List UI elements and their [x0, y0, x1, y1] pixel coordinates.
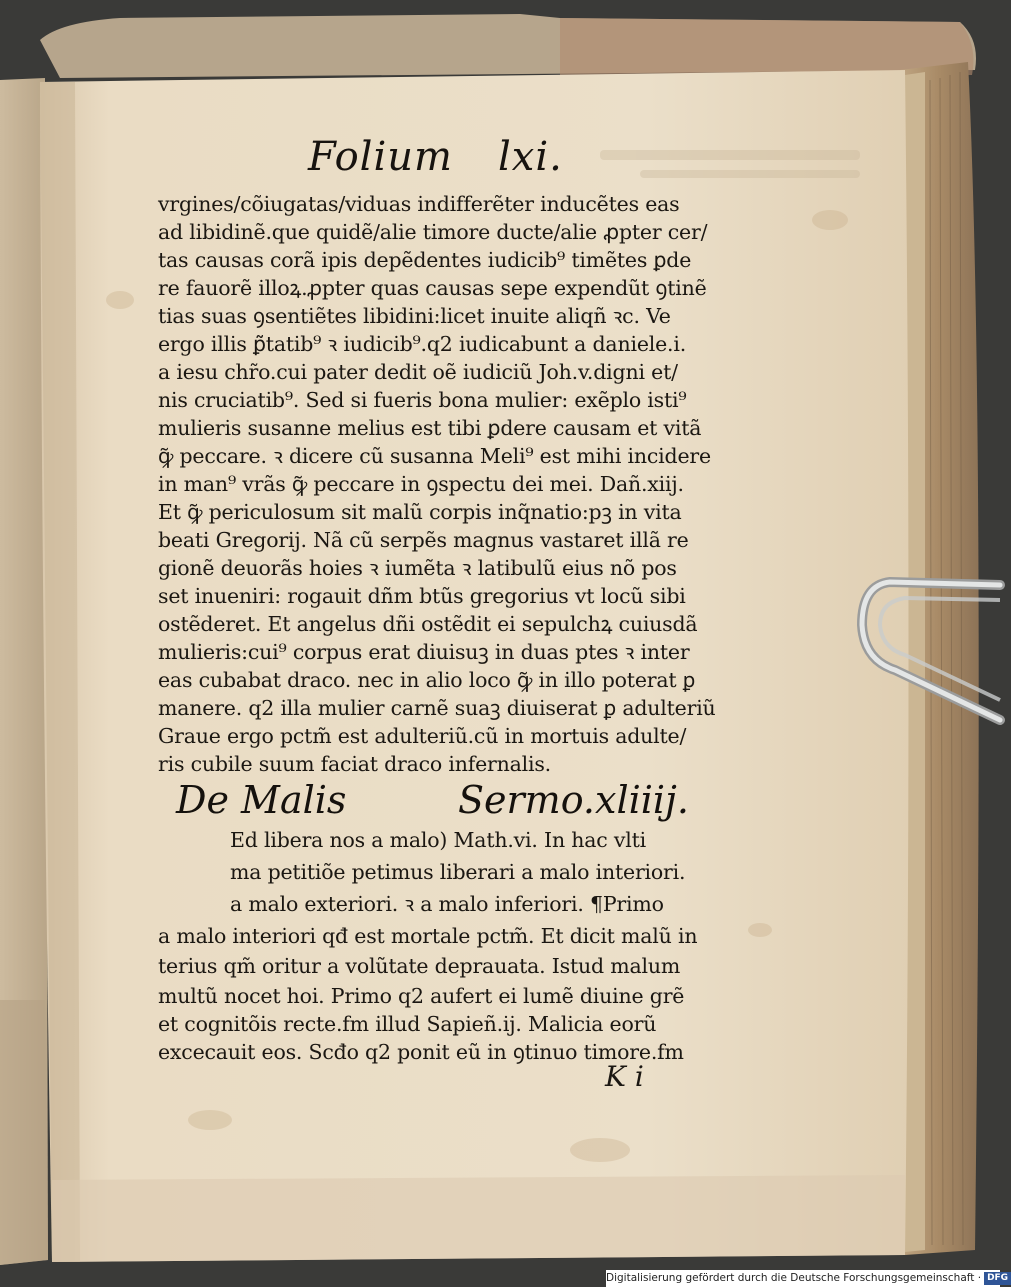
text-line: beati Gregorij. Nã cũ serpẽs magnus vastaret illã re: [158, 528, 689, 552]
text-line: mulieris:cui⁹ corpus erat diuisuꝫ in duas ptes ꝛ inter: [158, 640, 690, 664]
digitization-credit: [606, 1270, 1009, 1287]
text-line: et cognitõis recte.fm illud Sapieñ.ij. Malicia eorũ: [158, 1012, 657, 1036]
text-line: vrgines/cõiugatas/viduas indifferẽter inducẽtes eas: [158, 192, 680, 216]
credit-text: Digitalisierung gefördert durch die Deutsche Forschungsgemeinschaft ·: [606, 1272, 982, 1284]
text-line: eas cubabat draco. nec in alio loco ꝙ̃ in illo poterat ꝑ: [158, 668, 696, 692]
text-line: Et ꝙ̃ periculosum sit malũ corpis inq̃natio:pꝫ in vita: [158, 500, 682, 524]
text-line: Graue ergo pctm̃ est adulteriũ.cũ in mortuis adulte/: [158, 724, 687, 748]
section-title: De Malis: [176, 778, 347, 822]
text-line: manere. q2 illa mulier carnẽ suaꝫ diuiserat ꝑ adulteriũ: [158, 696, 716, 720]
text-line: a iesu chr̃o.cui pater dedit oẽ iudiciũ Joh.v.digni et/: [158, 360, 678, 384]
text-line: tias suas ꝯsentiẽtes libidini:licet inuite aliqñ ꝛc. Ve: [158, 304, 671, 328]
text-line: ergo illis ꝑ̃tatib⁹ ꝛ iudicib⁹.q2 iudicabunt a daniele.i.: [158, 332, 687, 356]
text-line: a malo interiori qđ est mortale pctm̃. Et dicit malũ in: [158, 924, 698, 948]
text-line: nis cruciatib⁹. Sed si fueris bona mulier: exẽplo isti⁹: [158, 388, 687, 412]
folio-header-title: Folium: [308, 134, 453, 180]
dfg-logo: DFG: [984, 1272, 1011, 1285]
text-line: re fauorẽ illoꝝ.ꝓpter quas causas sepe expendũt ꝯtinẽ: [158, 276, 707, 300]
text-line: excecauit eos. Scđo q2 ponit eũ in ꝯtinuo timore.fm: [158, 1040, 684, 1064]
text-line: terius qm̃ oritur a volũtate deprauata. Istud malum: [158, 954, 681, 978]
folio-header-number: lxi.: [498, 134, 563, 180]
text-line: a malo exteriori. ꝛ a malo inferiori. ¶Primo: [230, 892, 664, 916]
text-line: Ed libera nos a malo) Math.vi. In hac vlti: [230, 828, 647, 852]
text-line: tas causas corã ipis depẽdentes iudicib⁹ timẽtes ꝑde: [158, 248, 692, 272]
text-line: multũ nocet hoi. Primo q2 aufert ei lumẽ diuine grẽ: [158, 984, 685, 1008]
text-line: ma petitiõe petimus liberari a malo interiori.: [230, 860, 686, 884]
text-line: in man⁹ vrãs ꝙ̃ peccare in ꝯspectu dei mei. Dañ.xiij.: [158, 472, 684, 496]
text-line: ris cubile suum faciat draco infernalis.: [158, 752, 552, 776]
text-line: ostẽderet. Et angelus dñi ostẽdit ei sepulchꝝ cuiusdã: [158, 612, 698, 636]
signature-mark: K i: [605, 1060, 644, 1093]
text-line: set inueniri: rogauit dñm btũs gregorius vt locũ sibi: [158, 584, 686, 608]
text-line: ad libidinẽ.que quidẽ/alie timore ducte/alie ꝓpter cer/: [158, 220, 708, 244]
sermon-number: Sermo.xliiij.: [458, 778, 689, 822]
text-line: gionẽ deuorãs hoies ꝛ iumẽta ꝛ latibulũ eius nõ pos: [158, 556, 677, 580]
text-line: ꝙ̃ peccare. ꝛ dicere cũ susanna Meli⁹ est mihi incidere: [158, 444, 711, 468]
text-line: mulieris susanne melius est tibi ꝑdere causam et vitã: [158, 416, 702, 440]
